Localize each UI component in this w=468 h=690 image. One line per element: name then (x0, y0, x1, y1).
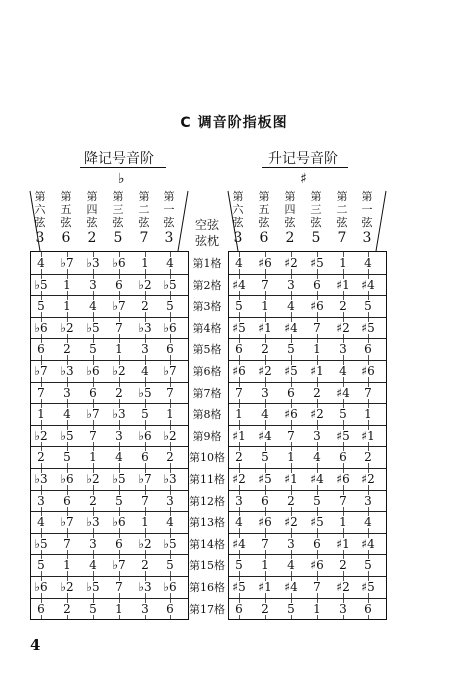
flat-fret-line (31, 317, 188, 318)
flat-note: ♭3 (84, 516, 102, 528)
flat-note: 1 (136, 257, 154, 269)
sharp-note: ♯2 (282, 257, 300, 269)
flat-fret-line (31, 338, 188, 339)
flat-note: 7 (58, 538, 76, 550)
sharp-note: 2 (308, 387, 326, 399)
flat-open-note-1: 3 (164, 230, 174, 246)
sharp-fret-line (229, 403, 386, 404)
flat-note: 4 (161, 516, 179, 528)
sharp-note: 1 (359, 408, 377, 420)
sharp-note: ♯1 (230, 430, 248, 442)
fret-label: 第6格 (192, 365, 222, 378)
sharp-fret-line (229, 338, 386, 339)
flat-fret-line (31, 446, 188, 447)
sharp-note: ♯2 (282, 516, 300, 528)
flat-note: 6 (110, 538, 128, 550)
sharp-string-label-3: 第 三 弦 (310, 190, 322, 229)
sharp-note: 6 (308, 538, 326, 550)
sharp-open-note-4: 2 (285, 230, 295, 246)
sharp-fret-line (229, 360, 386, 361)
sharp-note: ♯4 (359, 279, 377, 291)
flat-note: 6 (161, 603, 179, 615)
flat-note: ♭2 (136, 538, 154, 550)
sharp-scale-title: 升记号音阶 (268, 151, 338, 167)
sharp-note: ♯5 (282, 365, 300, 377)
flat-note: ♭7 (58, 257, 76, 269)
flat-note: 1 (58, 300, 76, 312)
fret-label: 第12格 (189, 494, 225, 508)
flat-note: ♭5 (84, 322, 102, 334)
sharp-note: ♯2 (256, 365, 274, 377)
sharp-note: ♯4 (230, 279, 248, 291)
flat-note: 7 (161, 387, 179, 399)
sharp-note: 5 (230, 559, 248, 571)
flat-note: ♭2 (32, 430, 50, 442)
flat-note: 5 (58, 451, 76, 463)
sharp-string-label-4: 第 四 弦 (284, 190, 296, 229)
sharp-note: 6 (230, 603, 248, 615)
flat-fret-line (31, 490, 188, 491)
flat-note: 4 (110, 451, 128, 463)
flat-note: 2 (58, 343, 76, 355)
sharp-note: 7 (230, 387, 248, 399)
flat-note: 6 (136, 451, 154, 463)
flat-note: ♭6 (136, 430, 154, 442)
fret-label: 第14格 (189, 537, 225, 551)
flat-fret-line (31, 598, 188, 599)
fret-label: 第16格 (189, 581, 225, 594)
flat-open-note-4: 2 (87, 230, 97, 246)
flat-note: ♭7 (110, 300, 128, 312)
flat-fret-line (31, 360, 188, 361)
flat-fret-line (31, 576, 188, 577)
flat-note: ♭2 (58, 322, 76, 334)
sharp-note: 4 (230, 257, 248, 269)
sharp-fret-line (229, 511, 386, 512)
flat-note: ♭3 (136, 581, 154, 593)
flat-string-label-6: 第 六 弦 (34, 190, 46, 229)
flat-fretboard (30, 251, 189, 620)
sharp-fret-line (229, 468, 386, 469)
sharp-fret-line (229, 576, 386, 577)
sharp-note: 5 (334, 408, 352, 420)
sharp-note: 6 (256, 495, 274, 507)
flat-note: ♭6 (161, 581, 179, 593)
flat-note: ♭7 (32, 365, 50, 377)
sharp-string-label-2: 第 二 弦 (336, 190, 348, 229)
flat-note: 7 (110, 581, 128, 593)
sharp-note: 4 (230, 516, 248, 528)
sharp-note: 1 (308, 343, 326, 355)
sharp-note: ♯5 (359, 581, 377, 593)
sharp-note: ♯1 (359, 430, 377, 442)
flat-note: ♭6 (58, 473, 76, 485)
sharp-note: ♯4 (359, 538, 377, 550)
flat-note: 4 (161, 257, 179, 269)
flat-note: ♭7 (58, 516, 76, 528)
flat-note: ♭5 (84, 581, 102, 593)
sharp-fret-line (229, 533, 386, 534)
flat-note: 3 (161, 495, 179, 507)
fret-label: 第17格 (189, 602, 225, 616)
sharp-note: ♯4 (334, 387, 352, 399)
flat-note: 7 (84, 430, 102, 442)
flat-note: 2 (84, 495, 102, 507)
fret-label: 第13格 (189, 516, 225, 530)
sharp-note: ♯4 (230, 538, 248, 550)
sharp-note: 6 (359, 343, 377, 355)
sharp-note: ♯4 (308, 473, 326, 485)
sharp-note: ♯6 (334, 473, 352, 485)
sharp-note: 3 (256, 387, 274, 399)
sharp-note: 6 (308, 279, 326, 291)
sharp-fret-line (229, 274, 386, 275)
sharp-open-note-6: 3 (233, 230, 243, 246)
fret-label: 第9格 (192, 429, 222, 443)
flat-note: ♭3 (58, 365, 76, 377)
sharp-note: 1 (256, 300, 274, 312)
sharp-open-note-5: 6 (259, 230, 269, 246)
fret-label: 第11格 (189, 473, 225, 486)
sharp-note: ♯5 (230, 581, 248, 593)
flat-note: 1 (110, 603, 128, 615)
flat-note: 6 (32, 603, 50, 615)
flat-note: 6 (110, 279, 128, 291)
sharp-note: 2 (282, 495, 300, 507)
flat-note: 5 (84, 603, 102, 615)
sharp-note: 2 (359, 451, 377, 463)
sharp-note: 1 (230, 408, 248, 420)
sharp-note: 7 (308, 322, 326, 334)
flat-note: 1 (32, 408, 50, 420)
sharp-note: 4 (282, 300, 300, 312)
sharp-note: 5 (230, 300, 248, 312)
sharp-note: ♯6 (359, 365, 377, 377)
flat-fret-line (31, 295, 188, 296)
sharp-note: 2 (256, 343, 274, 355)
sharp-note: 5 (359, 300, 377, 312)
flat-note: ♭7 (161, 365, 179, 377)
sharp-note: 5 (282, 603, 300, 615)
flat-symbol: ♭ (118, 171, 125, 187)
sharp-note: ♯5 (256, 473, 274, 485)
flat-note: ♭2 (110, 365, 128, 377)
flat-string-label-5: 第 五 弦 (60, 190, 72, 229)
flat-note: 5 (32, 300, 50, 312)
sharp-note: 7 (256, 279, 274, 291)
flat-open-note-6: 3 (35, 230, 45, 246)
flat-note: 4 (136, 365, 154, 377)
sharp-note: 3 (230, 495, 248, 507)
open-string-label: 空弦 (194, 218, 219, 232)
flat-note: ♭2 (84, 473, 102, 485)
flat-note: 4 (32, 257, 50, 269)
sharp-fret-line (229, 554, 386, 555)
sharp-note: 3 (282, 538, 300, 550)
sharp-open-note-1: 3 (362, 230, 372, 246)
sharp-note: 6 (230, 343, 248, 355)
sharp-note: 5 (359, 559, 377, 571)
sharp-fretboard (228, 251, 387, 620)
sharp-note: 7 (308, 581, 326, 593)
fret-label: 第2格 (192, 278, 222, 292)
flat-note: 7 (136, 495, 154, 507)
sharp-note: 4 (359, 516, 377, 528)
flat-note: 6 (58, 495, 76, 507)
sharp-note: ♯5 (308, 257, 326, 269)
flat-note: ♭5 (161, 538, 179, 550)
sharp-note: ♯6 (230, 365, 248, 377)
sharp-note: ♯4 (282, 322, 300, 334)
sharp-note: ♯1 (282, 473, 300, 485)
flat-fret-line (31, 511, 188, 512)
sharp-fret-line (229, 446, 386, 447)
sharp-note: 4 (308, 451, 326, 463)
flat-note: 3 (136, 343, 154, 355)
sharp-note: ♯1 (334, 538, 352, 550)
sharp-note: ♯6 (256, 516, 274, 528)
sharp-note: ♯2 (334, 322, 352, 334)
sharp-note: 3 (334, 603, 352, 615)
sharp-fret-line (229, 425, 386, 426)
sharp-string-label-6: 第 六 弦 (232, 190, 244, 229)
flat-note: ♭5 (32, 279, 50, 291)
flat-scale-title: 降记号音阶 (84, 151, 154, 167)
fret-label: 第10格 (189, 451, 225, 465)
flat-note: 1 (136, 516, 154, 528)
sharp-note: 5 (308, 495, 326, 507)
sharp-note: 2 (334, 300, 352, 312)
fret-label: 第5格 (192, 343, 222, 357)
flat-note: ♭3 (84, 257, 102, 269)
sharp-note: 1 (256, 559, 274, 571)
flat-note: ♭5 (161, 279, 179, 291)
sharp-note: 4 (256, 408, 274, 420)
flat-note: 1 (110, 343, 128, 355)
sharp-note: 1 (334, 257, 352, 269)
nut-label: 弦枕 (194, 234, 219, 248)
fret-label: 第4格 (192, 321, 222, 335)
flat-string-label-4: 第 四 弦 (86, 190, 98, 229)
flat-note: 7 (32, 387, 50, 399)
sharp-open-note-2: 7 (337, 230, 347, 246)
flat-fret-line (31, 468, 188, 469)
sharp-string-label-5: 第 五 弦 (258, 190, 270, 229)
flat-note: 7 (110, 322, 128, 334)
sharp-symbol: ♯ (300, 171, 307, 187)
sharp-note: 2 (256, 603, 274, 615)
flat-note: 4 (32, 516, 50, 528)
flat-note: 5 (136, 408, 154, 420)
sharp-note: ♯5 (230, 322, 248, 334)
flat-note: ♭5 (136, 387, 154, 399)
flat-fret-line (31, 554, 188, 555)
flat-note: ♭7 (84, 408, 102, 420)
flat-note: 3 (84, 279, 102, 291)
sharp-fret-line (229, 295, 386, 296)
fret-label: 第7格 (192, 386, 222, 400)
sharp-string-label-1: 第 一 弦 (361, 190, 373, 229)
flat-fret-line (31, 403, 188, 404)
flat-note: ♭3 (110, 408, 128, 420)
sharp-note: ♯6 (308, 300, 326, 312)
flat-title-underline (80, 167, 166, 168)
flat-string-label-3: 第 三 弦 (112, 190, 124, 229)
flat-note: 2 (32, 451, 50, 463)
sharp-note: 7 (282, 430, 300, 442)
flat-note: ♭2 (58, 581, 76, 593)
sharp-note: ♯4 (256, 430, 274, 442)
sharp-note: 3 (359, 495, 377, 507)
sharp-note: ♯5 (359, 322, 377, 334)
page-title: C 调音阶指板图 (180, 115, 288, 131)
flat-note: 4 (84, 559, 102, 571)
flat-open-note-3: 5 (113, 230, 123, 246)
flat-note: ♭7 (110, 559, 128, 571)
flat-note: 2 (136, 300, 154, 312)
fret-label: 第8格 (192, 408, 222, 422)
flat-note: 5 (161, 300, 179, 312)
flat-note: 5 (84, 343, 102, 355)
flat-open-note-2: 7 (139, 230, 149, 246)
sharp-note: 6 (282, 387, 300, 399)
sharp-note: ♯2 (308, 408, 326, 420)
sharp-note: 4 (282, 559, 300, 571)
flat-note: 6 (84, 387, 102, 399)
sharp-note: 6 (359, 603, 377, 615)
flat-fret-line (31, 533, 188, 534)
flat-note: ♭5 (110, 473, 128, 485)
flat-note: 2 (58, 603, 76, 615)
flat-string-label-1: 第 一 弦 (163, 190, 175, 229)
sharp-note: 5 (282, 343, 300, 355)
sharp-note: 3 (334, 343, 352, 355)
sharp-note: 7 (359, 387, 377, 399)
flat-note: ♭3 (32, 473, 50, 485)
flat-note: ♭3 (161, 473, 179, 485)
sharp-note: ♯1 (308, 365, 326, 377)
flat-note: ♭5 (58, 430, 76, 442)
flat-note: 2 (136, 559, 154, 571)
sharp-note: 1 (308, 603, 326, 615)
sharp-note: ♯2 (230, 473, 248, 485)
sharp-fret-line (229, 598, 386, 599)
sharp-note: ♯2 (359, 473, 377, 485)
flat-note: ♭2 (161, 430, 179, 442)
flat-note: 2 (161, 451, 179, 463)
sharp-note: 5 (256, 451, 274, 463)
flat-note: ♭6 (161, 322, 179, 334)
sharp-note: 1 (282, 451, 300, 463)
sharp-note: 4 (334, 365, 352, 377)
flat-note: 3 (58, 387, 76, 399)
flat-note: 1 (58, 279, 76, 291)
sharp-note: 3 (282, 279, 300, 291)
flat-fret-line (31, 382, 188, 383)
sharp-fret-line (229, 317, 386, 318)
sharp-note: ♯6 (256, 257, 274, 269)
flat-note: ♭6 (32, 581, 50, 593)
flat-note: 5 (110, 495, 128, 507)
flat-note: 2 (110, 387, 128, 399)
flat-note: 5 (161, 559, 179, 571)
sharp-note: 4 (359, 257, 377, 269)
sharp-note: 3 (308, 430, 326, 442)
flat-note: ♭5 (32, 538, 50, 550)
flat-note: ♭6 (84, 365, 102, 377)
sharp-fret-line (229, 382, 386, 383)
flat-note: 4 (58, 408, 76, 420)
fret-label: 第1格 (192, 257, 222, 270)
flat-note: ♭6 (110, 516, 128, 528)
fret-label: 第3格 (192, 300, 222, 314)
sharp-note: ♯1 (256, 322, 274, 334)
sharp-note: ♯6 (282, 408, 300, 420)
sharp-note: 7 (334, 495, 352, 507)
flat-note: ♭6 (32, 322, 50, 334)
flat-note: 5 (32, 559, 50, 571)
sharp-open-note-3: 5 (311, 230, 321, 246)
flat-note: ♭7 (136, 473, 154, 485)
flat-note: ♭3 (136, 322, 154, 334)
flat-open-note-5: 6 (61, 230, 71, 246)
flat-note: 1 (84, 451, 102, 463)
sharp-fret-line (229, 490, 386, 491)
flat-note: ♭6 (110, 257, 128, 269)
sharp-title-underline (262, 167, 348, 168)
sharp-note: ♯1 (334, 279, 352, 291)
flat-note: 3 (84, 538, 102, 550)
sharp-note: ♯5 (308, 516, 326, 528)
flat-note: 3 (110, 430, 128, 442)
sharp-note: ♯6 (308, 559, 326, 571)
flat-fret-line (31, 274, 188, 275)
fret-label: 第15格 (189, 559, 225, 573)
flat-note: 6 (161, 343, 179, 355)
flat-note: 4 (84, 300, 102, 312)
sharp-note: 1 (334, 516, 352, 528)
sharp-note: ♯2 (334, 581, 352, 593)
flat-note: ♭2 (136, 279, 154, 291)
sharp-note: 7 (256, 538, 274, 550)
flat-note: 1 (58, 559, 76, 571)
page-number: 4 (30, 636, 41, 654)
flat-fret-line (31, 425, 188, 426)
flat-string-label-2: 第 二 弦 (138, 190, 150, 229)
flat-note: 3 (32, 495, 50, 507)
flat-note: 1 (161, 408, 179, 420)
flat-note: 6 (32, 343, 50, 355)
sharp-note: ♯5 (334, 430, 352, 442)
flat-note: 3 (136, 603, 154, 615)
sharp-note: 2 (230, 451, 248, 463)
sharp-note: 6 (334, 451, 352, 463)
sharp-note: ♯1 (256, 581, 274, 593)
sharp-note: 2 (334, 559, 352, 571)
sharp-note: ♯4 (282, 581, 300, 593)
